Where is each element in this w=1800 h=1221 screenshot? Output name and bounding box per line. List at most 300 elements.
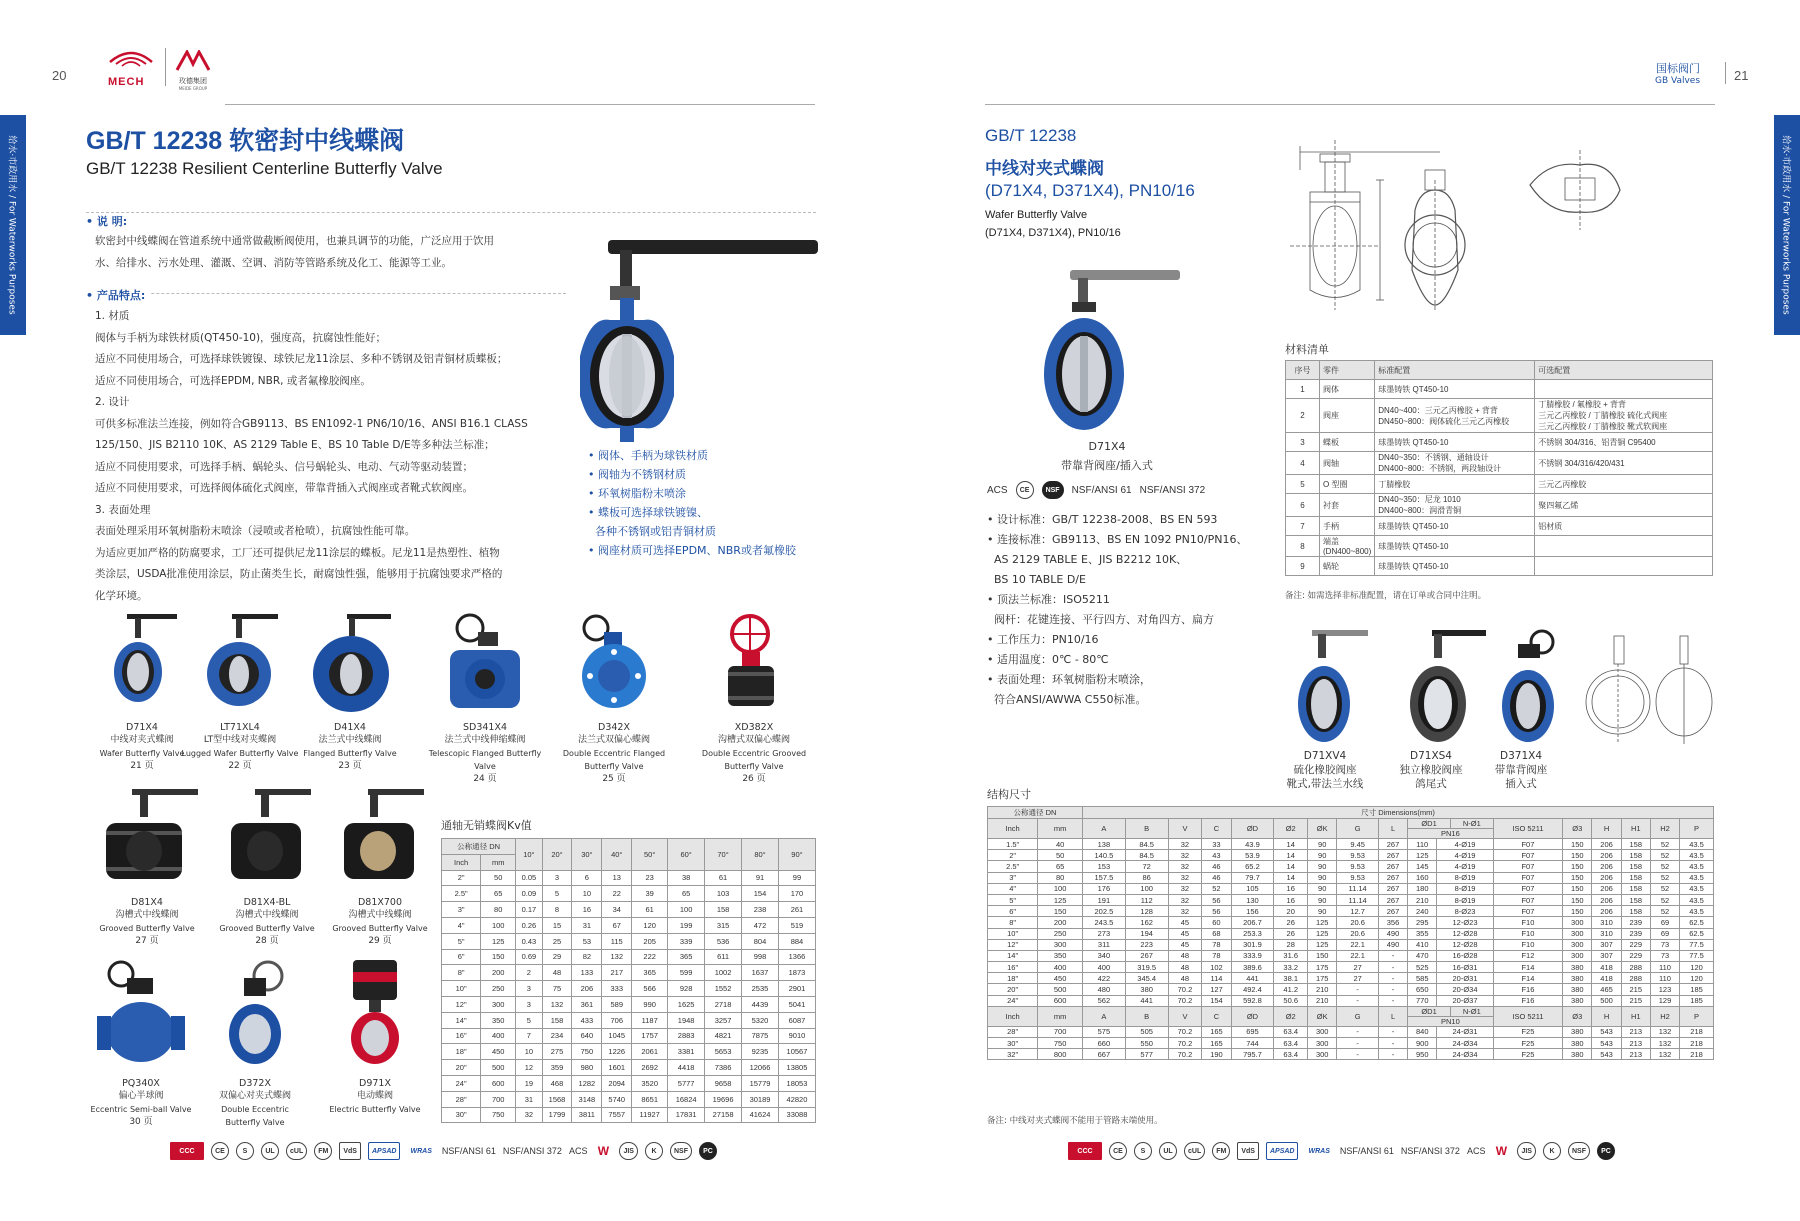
mech-logo-text: MECH (108, 76, 145, 88)
dim-row (988, 917, 1714, 928)
dim-cell: 239 (1621, 917, 1650, 928)
kv-cell: 15 (542, 917, 572, 933)
dim-cell: 68 (1202, 928, 1231, 939)
dim-cell: 73 (1650, 950, 1679, 961)
dim-cell: 202.5 (1083, 906, 1126, 917)
dim-cell: 206.7 (1231, 917, 1274, 928)
kv-cell: 217 (602, 965, 632, 981)
kv-cell: 990 (632, 996, 668, 1012)
dim-cell: 48 (1168, 950, 1202, 961)
callout-item: 各种不锈钢或铝青铜材质 (588, 525, 716, 538)
callout-item: • 阀座材质可选择EPDM、NBR或者氟橡胶 (588, 544, 796, 557)
dim-row (988, 939, 1714, 950)
dim-head-dims: 尺寸 Dimensions(mm) (1083, 807, 1714, 819)
right-header-en: GB Valves (1655, 76, 1701, 86)
product-card[interactable] (420, 612, 550, 786)
dim-cell: 267 (1378, 906, 1407, 917)
kv-cell: 750 (481, 1107, 516, 1123)
mat-cell (1375, 475, 1535, 494)
spec-item: BS 10 TABLE D/E (987, 573, 1086, 586)
kv-cell: 7 (516, 1028, 542, 1044)
dim-cell: - (1337, 995, 1379, 1006)
kv-cell: 365 (668, 949, 705, 965)
dim-cell: 165 (1202, 1026, 1231, 1037)
cert-bar-right (1068, 1140, 1615, 1162)
dim-cell: 156 (1231, 906, 1274, 917)
feature-line: 适应不同使用要求，可选择手柄、蜗轮头、信号蜗轮头、电动、气动等驱动装置； (95, 460, 473, 473)
kv-cell: 38 (668, 870, 705, 886)
mat-row (1286, 380, 1713, 399)
dim-cell: - (1378, 950, 1407, 961)
kv-cell: 61 (632, 902, 668, 918)
dim-cell: 158 (1621, 872, 1650, 883)
dim-cell: 43.5 (1680, 850, 1714, 861)
dim-cell: 105 (1231, 883, 1274, 894)
main-product-code: D71X4 (1088, 440, 1126, 453)
kv-cell: 3257 (705, 1012, 742, 1028)
product-name-en: Eccentric Semi-ball Valve (90, 1105, 192, 1114)
dim-cell: 14 (1274, 861, 1308, 872)
product-name-en: Grooved Butterfly Valve (332, 924, 428, 933)
features-text (95, 306, 595, 607)
dim-cell: 3" (988, 872, 1038, 883)
kv-cell: 2718 (705, 996, 742, 1012)
dim-cell: 900 (1408, 1038, 1437, 1049)
dim-cell: 300 (1308, 1026, 1337, 1037)
material-table-body (1286, 380, 1713, 576)
mat-cell (1320, 517, 1375, 536)
dim-cell: 158 (1621, 839, 1650, 850)
variant-line-1: 带靠背阀座 (1494, 764, 1548, 776)
dim-cell: 218 (1680, 1026, 1714, 1037)
dim-row (988, 1049, 1714, 1060)
feature-line: 为适应更加严格的防腐要求，工厂还可提供尼龙11涂层的蝶板。尼龙11是热塑性、植物 (95, 546, 500, 559)
dim-cell: 800 (1038, 1049, 1083, 1060)
main-product-desc: 带靠背阀座/插入式 (1061, 459, 1153, 472)
kv-cell: 2883 (668, 1028, 705, 1044)
product-page: 29 页 (368, 936, 392, 946)
kv-cell: 91 (742, 870, 779, 886)
dim-cell: 206 (1592, 894, 1621, 905)
lugged-valve-thumb-icon (200, 612, 280, 712)
product-code: PQ340X (122, 1078, 160, 1089)
product-card[interactable] (82, 787, 212, 948)
variant-drawing (1580, 634, 1720, 749)
dim-cell: 150 (1038, 906, 1083, 917)
kv-cell: 8651 (632, 1091, 668, 1107)
dim-head-cell: V (1168, 1006, 1202, 1026)
dim-cell: 223 (1125, 939, 1168, 950)
feature-line: 类涂层，USDA批准使用涂层，防止菌类生长，耐腐蚀性强，能够用于抗腐蚀要求严格的 (95, 568, 503, 580)
dim-cell: 267 (1378, 861, 1407, 872)
right-title-en-1: Wafer Butterfly Valve (985, 209, 1088, 221)
kv-cell: 1757 (632, 1028, 668, 1044)
mat-cell-line: 6 (1300, 500, 1305, 510)
dim-cell: 206 (1592, 906, 1621, 917)
dim-head-cell: Ø3 (1563, 1006, 1592, 1026)
mat-cell-line: (DN400~800) (1323, 547, 1372, 556)
jis-icon: JIS (619, 1142, 638, 1160)
dim-head-cell: L (1378, 1006, 1407, 1026)
product-card[interactable] (290, 612, 410, 773)
meide-logo-icon (175, 50, 211, 72)
variant-code: D71XS4 (1410, 750, 1452, 762)
feature-line: 表面处理采用环氧树脂粉末喷涂（浸喷或者枪喷），抗腐蚀性能可靠。 (95, 525, 416, 537)
dim-cell: 310 (1592, 917, 1621, 928)
feature-line: 可供多标准法兰连接，例如符合GB9113、BS EN1092-1 PN6/10/16、ANSI B16.1 CLASS (95, 417, 528, 430)
dim-cell: 43.5 (1680, 906, 1714, 917)
dim-head-cell: mm (1038, 1006, 1083, 1026)
kv-cell: 22 (602, 886, 632, 902)
dim-cell: 215 (1621, 995, 1650, 1006)
dim-cell: 60 (1202, 917, 1231, 928)
kv-cell: 206 (572, 981, 602, 997)
mat-cell (1320, 536, 1375, 557)
material-note: 备注: 如需选择非标准配置，请在订单或合同中注明。 (1285, 591, 1487, 601)
product-card[interactable] (180, 612, 300, 773)
product-name-en: Grooved Butterfly Valve (219, 924, 315, 933)
dim-cell: 50 (1038, 850, 1083, 861)
dim-cell: 700 (1038, 1026, 1083, 1037)
kv-row (442, 1028, 816, 1044)
kv-cell: 3 (516, 981, 542, 997)
product-name-cn: 双偏心对夹式蝶阀 (218, 1091, 291, 1101)
mat-cell (1535, 475, 1713, 494)
dim-cell: 4" (988, 883, 1038, 894)
dim-cell: 380 (1563, 995, 1592, 1006)
china-cert-icon: CCC (1068, 1142, 1102, 1160)
dim-cell: 38.1 (1274, 973, 1308, 984)
cert-nsf-61: NSF/ANSI 61 (1339, 1146, 1394, 1156)
dim-cell: 229 (1621, 950, 1650, 961)
dim-cell: 213 (1621, 1026, 1650, 1037)
product-card[interactable] (202, 787, 332, 948)
dim-cell: 43.5 (1680, 872, 1714, 883)
mat-cell (1320, 433, 1375, 452)
mat-cell-line: DN400~800：不锈钢，两段轴设计 (1378, 464, 1502, 473)
kv-cell: 611 (705, 949, 742, 965)
kv-cell: 12 (516, 1060, 542, 1076)
kv-cell: 28" (442, 1091, 481, 1107)
cert-nsf-372: NSF/ANSI 372 (1400, 1146, 1460, 1156)
kv-cell: 205 (632, 933, 668, 949)
dim-head-cell: ISO 5211 (1493, 1006, 1563, 1026)
kv-cell: 199 (668, 917, 705, 933)
kv-row (442, 886, 816, 902)
kv-cell: 980 (572, 1060, 602, 1076)
callout-item: • 环氧树脂粉末喷涂 (588, 487, 686, 500)
dim-cell: 11.14 (1337, 883, 1379, 894)
dim-cell: 45 (1168, 928, 1202, 939)
double-eccentric-valve-thumb-icon (574, 612, 654, 712)
mat-cell (1320, 557, 1375, 576)
mat-cell (1320, 399, 1375, 433)
mat-cell (1375, 380, 1535, 399)
dim-cell: 150 (1563, 861, 1592, 872)
ce-mark-icon: CE (1016, 481, 1034, 499)
dim-cell: F10 (1493, 928, 1563, 939)
dim-cell: 210 (1308, 984, 1337, 995)
kv-cell: 16 (572, 902, 602, 918)
kv-angle: 60° (668, 839, 705, 871)
product-card[interactable] (76, 958, 206, 1129)
dim-cell: 16 (1274, 894, 1308, 905)
product-code: D71X4 (126, 722, 158, 733)
dim-cell: 20.6 (1337, 928, 1379, 939)
kv-cell: 928 (668, 981, 705, 997)
kv-row (442, 1075, 816, 1091)
dim-cell: 125 (1308, 928, 1337, 939)
mat-cell-line: 球墨铸铁 QT450-10 (1378, 521, 1449, 531)
kv-cell: 5653 (705, 1044, 742, 1060)
dim-cell: 52 (1202, 883, 1231, 894)
product-card[interactable] (692, 612, 816, 786)
kv-cell: 8 (542, 902, 572, 918)
mat-cell-line: O 型圈 (1323, 479, 1348, 489)
product-page: 30 页 (129, 1117, 153, 1127)
dim-cell: 350 (1038, 950, 1083, 961)
dim-cell: 26 (1274, 928, 1308, 939)
kv-row (442, 949, 816, 965)
kv-cell: 16824 (668, 1091, 705, 1107)
kv-angle: 90° (778, 839, 815, 871)
cert-nsf-61: NSF/ANSI 61 (1071, 484, 1132, 496)
dim-cell: 100 (1125, 883, 1168, 894)
product-code: D41X4 (334, 722, 366, 733)
kv-cell: 1187 (632, 1012, 668, 1028)
dim-cell: 267 (1125, 950, 1168, 961)
kv-cell: 750 (572, 1044, 602, 1060)
kv-cell: 30" (442, 1107, 481, 1123)
kv-cell: 536 (705, 933, 742, 949)
kv-cell: 1568 (542, 1091, 572, 1107)
variant-s4-image (1398, 628, 1488, 748)
dim-cell: 8-Ø19 (1437, 872, 1493, 883)
kv-table-body (442, 870, 816, 1123)
kv-cell: 1552 (705, 981, 742, 997)
dim-cell: 24-Ø34 (1437, 1038, 1493, 1049)
dim-cell: 9.53 (1337, 850, 1379, 861)
dim-row (988, 861, 1714, 872)
product-card[interactable] (315, 787, 445, 948)
variant-line-1: 独立橡胶阀座 (1399, 764, 1463, 776)
dim-cell: F16 (1493, 995, 1563, 1006)
dim-cell: 32 (1168, 894, 1202, 905)
dim-cell: 543 (1592, 1038, 1621, 1049)
dim-cell: 123 (1650, 984, 1679, 995)
dim-cell: 480 (1083, 984, 1126, 995)
kv-cell: 16" (442, 1028, 481, 1044)
dim-cell: 16" (988, 962, 1038, 973)
china-cert-icon: CCC (170, 1142, 204, 1160)
product-name-cn: 法兰式中线伸缩蝶阀 (444, 735, 526, 745)
kv-row (442, 1060, 816, 1076)
dim-cell: 52 (1650, 906, 1679, 917)
dim-cell: 150 (1563, 883, 1592, 894)
kv-head-mm: mm (481, 854, 516, 870)
dim-pn-label: PN10 (1441, 1016, 1460, 1026)
dim-cell: 492.4 (1231, 984, 1274, 995)
mat-cell (1320, 494, 1375, 517)
kv-cell: 170 (778, 886, 815, 902)
dim-cell: 41.2 (1274, 984, 1308, 995)
dim-cell: 70.2 (1168, 1038, 1202, 1049)
dim-row (988, 1026, 1714, 1037)
dim-cell: 206 (1592, 839, 1621, 850)
dim-cell: 90 (1308, 894, 1337, 905)
mat-cell (1535, 380, 1713, 399)
spec-item: • 工作压力：PN10/16 (987, 633, 1099, 646)
dim-head-cell: L (1378, 819, 1407, 839)
dim-cell: 84.5 (1125, 839, 1168, 850)
dim-cell: F07 (1493, 906, 1563, 917)
mat-cell-line: 1 (1300, 384, 1305, 394)
meide-logo-cn: 玫德集团 (179, 77, 207, 85)
nsf-icon: NSF (1568, 1142, 1590, 1160)
mat-cell-line: 铝材质 (1538, 521, 1563, 531)
dim-cell: 185 (1680, 984, 1714, 995)
kv-cell: 1282 (572, 1075, 602, 1091)
dim-cell: - (1378, 1049, 1407, 1060)
dim-cell: F25 (1493, 1026, 1563, 1037)
dim-cell: 150 (1563, 850, 1592, 861)
kv-cell: 9658 (705, 1075, 742, 1091)
dim-head-cell (1408, 819, 1494, 839)
mat-cell-line: 端盖 (1323, 537, 1339, 546)
wafer-valve-image (580, 236, 820, 446)
mat-cell-line: 阀轴 (1323, 458, 1339, 468)
dim-cell: 110 (1650, 973, 1679, 984)
kv-cell: 6" (442, 949, 481, 965)
dim-cell: 301.9 (1231, 939, 1274, 950)
product-name-en-2: Butterfly Valve (724, 762, 784, 771)
dim-head-cell: A (1083, 1006, 1126, 1026)
dim-head-cell: ØK (1308, 1006, 1337, 1026)
feature-line: 125/150、JIS B2110 10K、AS 2129 Table E、BS 10 Table D/E等多种法兰标准； (95, 439, 495, 451)
product-card[interactable] (310, 958, 440, 1116)
dim-cell: 28 (1274, 939, 1308, 950)
kv-cell: 61 (705, 870, 742, 886)
mat-cell (1375, 399, 1535, 433)
dim-col-n1: N-Ø1 (1462, 1006, 1481, 1016)
kv-row (442, 1044, 816, 1060)
dim-cell: 8" (988, 917, 1038, 928)
dim-cell: 46 (1202, 861, 1231, 872)
dim-cell: 206 (1592, 883, 1621, 894)
dim-cell: 441 (1125, 995, 1168, 1006)
grooved-eccentric-valve-thumb-icon (714, 612, 794, 712)
kv-cell: 80 (481, 902, 516, 918)
kv-cell: 222 (632, 949, 668, 965)
product-name-cn: 沟槽式中线蝶阀 (348, 910, 412, 920)
dim-head-cell: H1 (1621, 819, 1650, 839)
kv-row (442, 1107, 816, 1123)
dim-cell: 31.6 (1274, 950, 1308, 961)
mat-cell-line: 聚四氟乙烯 (1538, 500, 1579, 510)
dim-row (988, 883, 1714, 894)
product-page: 26 页 (742, 774, 766, 784)
dim-cell: 267 (1378, 894, 1407, 905)
ce-icon: CE (1109, 1142, 1127, 1160)
kv-cell: 5777 (668, 1075, 705, 1091)
dim-cell: 125 (1038, 894, 1083, 905)
feature-line: 适应不同使用场合，可选择EPDM, NBR, 或者氟橡胶阀座。 (95, 374, 371, 387)
kv-cell: 23 (632, 870, 668, 886)
mat-cell (1535, 536, 1713, 557)
dim-cell: 295 (1408, 917, 1437, 928)
dim-head-cell: ØD (1231, 819, 1274, 839)
mat-cell (1535, 399, 1713, 433)
dim-cell: 62.5 (1680, 928, 1714, 939)
dim-cell: 154 (1202, 995, 1231, 1006)
dim-cell: 300 (1563, 950, 1592, 961)
mat-cell (1375, 494, 1535, 517)
kv-cell: 75 (542, 981, 572, 997)
product-card[interactable] (190, 958, 320, 1129)
dim-cell: 14" (988, 950, 1038, 961)
dim-cell: 110 (1408, 839, 1437, 850)
dim-cell: 45 (1168, 917, 1202, 928)
dim-cell: 56 (1202, 906, 1231, 917)
dim-cell: 550 (1125, 1038, 1168, 1049)
nsf-dark-icon: PC (699, 1142, 717, 1160)
kv-row (442, 1012, 816, 1028)
dim-cell: 52 (1650, 894, 1679, 905)
dim-head-cell: ØK (1308, 819, 1337, 839)
mat-cell-line: 蝶板 (1323, 437, 1339, 447)
kv-cell: 67 (602, 917, 632, 933)
kv-cell: 2901 (778, 981, 815, 997)
dim-cell: F10 (1493, 939, 1563, 950)
mat-cell-line: 球墨铸铁 QT450-10 (1378, 561, 1449, 571)
dim-cell: 400 (1038, 962, 1083, 973)
nsf-icon: NSF (670, 1142, 692, 1160)
meide-logo-en: MEIDE GROUP (178, 86, 208, 91)
dim-cell: 267 (1378, 850, 1407, 861)
dim-cell: 78 (1202, 939, 1231, 950)
kv-cell: 200 (481, 965, 516, 981)
kv-cell: 48 (542, 965, 572, 981)
dim-cell: 744 (1231, 1038, 1274, 1049)
kv-cell: 65 (668, 886, 705, 902)
product-card[interactable] (552, 612, 676, 786)
cert-acs: ACS (568, 1146, 588, 1156)
dim-cell: 300 (1563, 928, 1592, 939)
mat-cell-line: 球墨铸铁 QT450-10 (1378, 541, 1449, 551)
mat-cell (1375, 557, 1535, 576)
dim-head-cell: Ø3 (1563, 819, 1592, 839)
dim-cell: 380 (1563, 1026, 1592, 1037)
mat-cell-line: 9 (1300, 561, 1305, 571)
dim-cell: 33.2 (1274, 962, 1308, 973)
dim-cell: 162 (1125, 917, 1168, 928)
features-label: • 产品特点: (86, 287, 151, 303)
dim-cell: 69 (1650, 917, 1679, 928)
mat-cell (1375, 452, 1535, 475)
kv-cell: 884 (778, 933, 815, 949)
vds-icon: VdS (339, 1142, 361, 1160)
product-page: 28 页 (255, 936, 279, 946)
double-eccentric-wafer-thumb-icon (210, 958, 300, 1068)
dim-cell: 9.53 (1337, 861, 1379, 872)
kv-cell: 4418 (668, 1060, 705, 1076)
dim-cell: 78 (1202, 950, 1231, 961)
kv-cell: 3381 (668, 1044, 705, 1060)
dim-col-d1: ØD1 (1408, 819, 1451, 828)
mech-logo-icon (108, 48, 154, 72)
dim-cell: 90 (1308, 906, 1337, 917)
dim-cell: 345.4 (1125, 973, 1168, 984)
